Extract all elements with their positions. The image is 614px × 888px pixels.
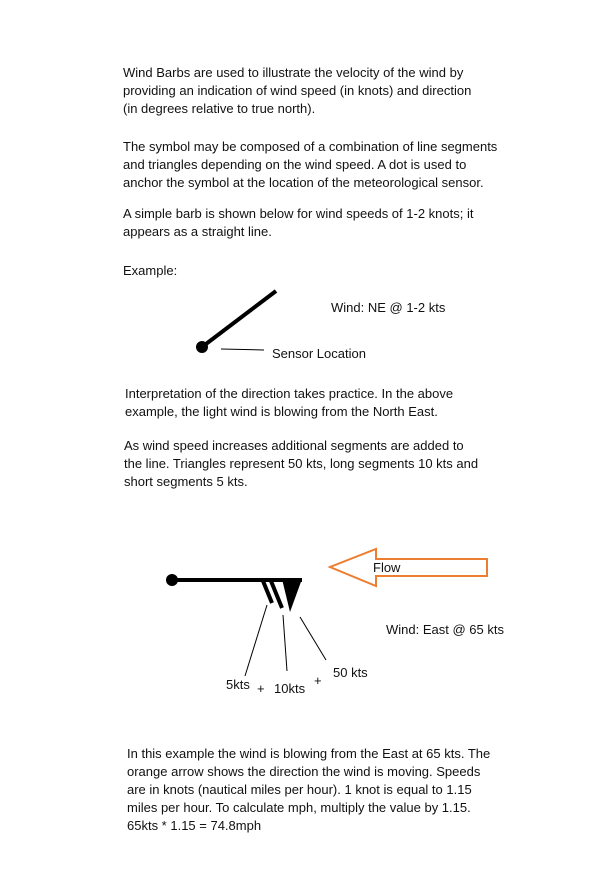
intro-paragraph: Wind Barbs are used to illustrate the velocity of the wind by providing an indication of wind speed (in knots) and direction (in degrees relative to true north).	[123, 65, 472, 116]
interpretation-paragraph: Interpretation of the direction takes practice. In the above example, the light wind is blowing from the North East.	[125, 386, 454, 419]
flow-arrow	[330, 549, 487, 586]
conclusion-paragraph: In this example the wind is blowing from the East at 65 kts. The orange arrow shows the direction the wind is moving. Speeds are in knots (nautical miles per hour). 1 knot is equal to 1.15 miles per hour. To calculate mph, multiply the value by 1.15. 65kts * 1.15 = 74.8mph	[127, 746, 491, 833]
sensor-location-label: Sensor Location	[272, 346, 366, 361]
label-10kts: 10kts	[274, 681, 306, 696]
long-barb-10kts	[271, 581, 282, 608]
wind-ne-label: Wind: NE @ 1-2 kts	[331, 300, 446, 315]
label-5kts: 5kts	[226, 677, 250, 692]
pennant-50kts	[282, 579, 302, 612]
simple-barb-paragraph: A simple barb is shown below for wind speeds of 1-2 knots; it appears as a straight line.	[123, 206, 474, 239]
example-label: Example:	[123, 263, 178, 278]
wind-east-label: Wind: East @ 65 kts	[386, 622, 504, 637]
leader-5kts	[245, 605, 267, 676]
label-50kts: 50 kts	[333, 665, 368, 680]
flow-label: Flow	[373, 560, 401, 575]
plus-sign-2: +	[314, 673, 322, 688]
symbol-paragraph: The symbol may be composed of a combination of line segments and triangles depending on the wind speed. A dot is used to anchor the symbol at the location of the meteorological sensor.	[123, 139, 498, 190]
leader-50kts	[300, 617, 326, 660]
plus-sign-1: +	[257, 681, 265, 696]
sensor-dot-east	[166, 574, 178, 586]
leader-10kts	[283, 615, 287, 671]
increase-paragraph: As wind speed increases additional segments are added to the line. Triangles represent 50 kts, long segments 10 kts and short segments 5 kts.	[124, 438, 479, 489]
